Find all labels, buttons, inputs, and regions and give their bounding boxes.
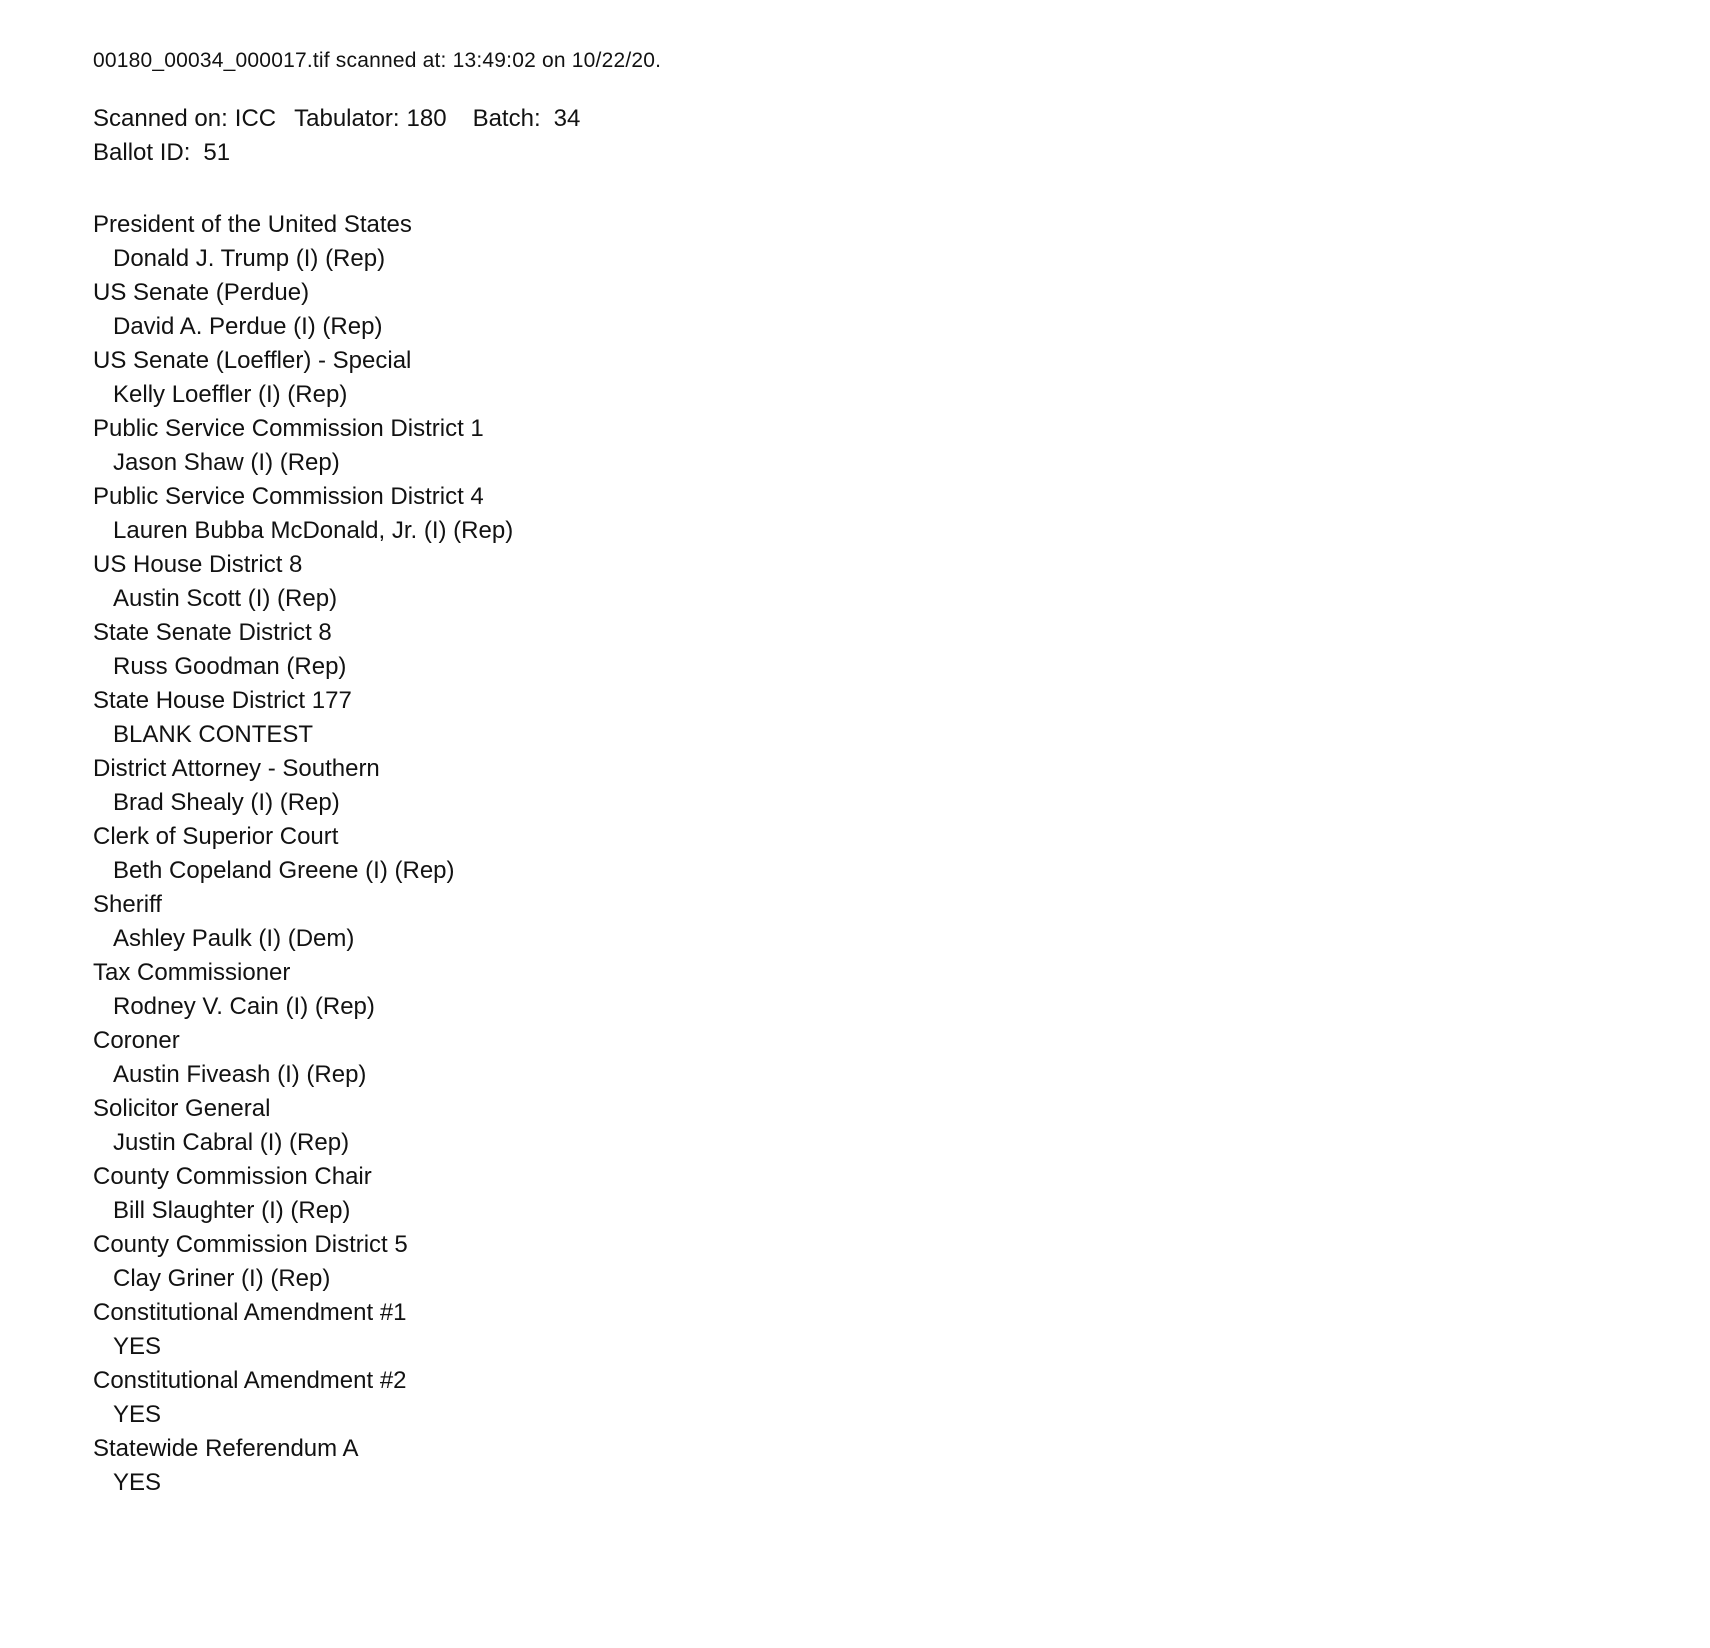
contest-list	[93, 208, 1670, 1500]
contest-title: State Senate District 8	[93, 619, 332, 646]
contest-entry	[93, 1364, 1670, 1432]
contest-entry	[93, 752, 1670, 820]
contest-title: District Attorney - Southern	[93, 755, 380, 782]
scan-info-line	[93, 102, 1670, 136]
batch-value: 34	[553, 105, 581, 132]
contest-title: Clerk of Superior Court	[93, 823, 339, 850]
contest-selection: Ashley Paulk (I) (Dem)	[113, 925, 355, 952]
contest-selection: David A. Perdue (I) (Rep)	[113, 313, 383, 340]
contest-selection: Jason Shaw (I) (Rep)	[113, 449, 340, 476]
contest-selection: Austin Fiveash (I) (Rep)	[113, 1061, 367, 1088]
contest-title: President of the United States	[93, 211, 412, 238]
contest-entry	[93, 820, 1670, 888]
contest-entry	[93, 616, 1670, 684]
contest-entry	[93, 1228, 1670, 1296]
contest-entry	[93, 276, 1670, 344]
contest-selection: Clay Griner (I) (Rep)	[113, 1265, 331, 1292]
contest-title: Public Service Commission District 1	[93, 415, 484, 442]
contest-title: Sheriff	[93, 891, 162, 918]
contest-title: County Commission District 5	[93, 1231, 408, 1258]
contest-title: Public Service Commission District 4	[93, 483, 484, 510]
contest-selection: Bill Slaughter (I) (Rep)	[113, 1197, 351, 1224]
contest-title: Constitutional Amendment #2	[93, 1367, 407, 1394]
contest-title: Tax Commissioner	[93, 959, 291, 986]
contest-entry	[93, 344, 1670, 412]
contest-entry	[93, 1432, 1670, 1500]
contest-title: Solicitor General	[93, 1095, 271, 1122]
contest-title: US Senate (Perdue)	[93, 279, 310, 306]
contest-selection: YES	[113, 1333, 162, 1360]
contest-selection: Donald J. Trump (I) (Rep)	[113, 245, 386, 272]
contest-selection: Justin Cabral (I) (Rep)	[113, 1129, 350, 1156]
contest-entry	[93, 888, 1670, 956]
contest-selection: YES	[113, 1401, 162, 1428]
tabulator-value: 180	[406, 105, 447, 132]
scan-filename: 00180_00034_000017.tif	[93, 49, 330, 72]
contest-entry	[93, 412, 1670, 480]
contest-entry	[93, 956, 1670, 1024]
ballot-id-line	[93, 136, 1670, 170]
contest-title: US House District 8	[93, 551, 303, 578]
contest-entry	[93, 1092, 1670, 1160]
batch-label: Batch:	[472, 105, 541, 132]
scan-timestamp-text: scanned at: 13:49:02 on 10/22/20.	[335, 49, 662, 72]
contest-title: Constitutional Amendment #1	[93, 1299, 407, 1326]
contest-selection: Kelly Loeffler (I) (Rep)	[113, 381, 348, 408]
ballot-id-label: Ballot ID:	[93, 139, 191, 166]
contest-entry	[93, 1296, 1670, 1364]
contest-selection: YES	[113, 1469, 162, 1496]
contest-entry	[93, 1160, 1670, 1228]
contest-selection: Russ Goodman (Rep)	[113, 653, 347, 680]
contest-selection: Lauren Bubba McDonald, Jr. (I) (Rep)	[113, 517, 514, 544]
contest-entry	[93, 208, 1670, 276]
contest-title: Coroner	[93, 1027, 180, 1054]
contest-selection: Austin Scott (I) (Rep)	[113, 585, 338, 612]
ballot-id-value: 51	[203, 139, 231, 166]
contest-title: State House District 177	[93, 687, 352, 714]
contest-entry	[93, 1024, 1670, 1092]
contest-selection: Rodney V. Cain (I) (Rep)	[113, 993, 375, 1020]
contest-selection: Brad Shealy (I) (Rep)	[113, 789, 340, 816]
contest-selection: Beth Copeland Greene (I) (Rep)	[113, 857, 455, 884]
contest-entry	[93, 684, 1670, 752]
scanned-on-value: ICC	[234, 105, 277, 132]
scanned-on-label: Scanned on:	[93, 105, 228, 132]
contest-entry	[93, 480, 1670, 548]
tabulator-label: Tabulator:	[294, 105, 400, 132]
contest-title: County Commission Chair	[93, 1163, 372, 1190]
contest-title: US Senate (Loeffler) - Special	[93, 347, 412, 374]
contest-title: Statewide Referendum A	[93, 1435, 359, 1462]
contest-selection: BLANK CONTEST	[113, 721, 314, 748]
contest-entry	[93, 548, 1670, 616]
scan-filename-line	[93, 44, 1670, 78]
